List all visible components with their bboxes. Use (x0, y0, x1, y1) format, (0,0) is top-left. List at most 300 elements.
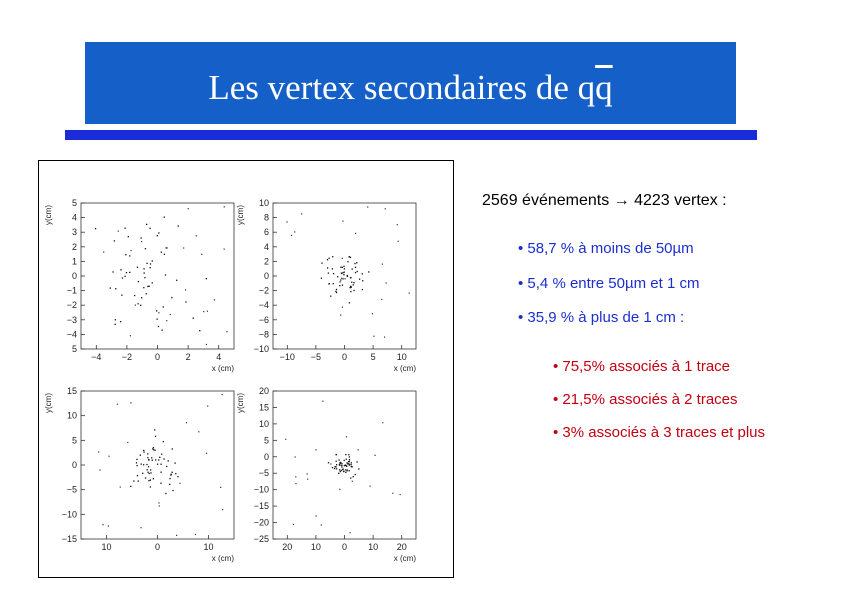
vertex-point (347, 261, 348, 262)
vertex-point (359, 279, 360, 280)
vertex-point (138, 281, 139, 282)
vertex-point (339, 281, 340, 282)
vertex-point (167, 247, 168, 248)
y-axis-label: y(cm) (236, 393, 245, 413)
vertex-point (129, 272, 130, 273)
vertex-point (147, 457, 148, 458)
vertex-point (342, 221, 343, 222)
vertex-point (153, 449, 154, 450)
vertex-point (329, 283, 330, 284)
vertex-point (134, 295, 135, 296)
vertex-point (112, 271, 113, 272)
vertex-point (341, 466, 342, 467)
vertex-point (141, 237, 142, 238)
vertex-point (351, 464, 352, 465)
vertex-point (206, 278, 207, 279)
vertex-point (362, 273, 363, 274)
y-tick-label: 2 (263, 256, 269, 267)
vertex-point (382, 264, 383, 265)
y-tick-label: −6 (258, 314, 269, 325)
vertex-point (354, 263, 355, 264)
vertex-point (344, 460, 345, 461)
vertex-point (339, 469, 340, 470)
vertex-point (168, 460, 169, 461)
vertex-point (174, 462, 175, 463)
vertex-point (358, 449, 359, 450)
vertex-point (130, 335, 131, 336)
vertex-point (372, 313, 373, 314)
vertex-point (347, 276, 348, 277)
y-tick-label: −20 (253, 517, 269, 528)
vertex-point (328, 462, 329, 463)
x-tick-label: −2 (121, 352, 133, 362)
vertex-point (152, 282, 153, 283)
vertex-point (341, 273, 342, 274)
y-tick-label: 15 (66, 386, 77, 396)
vertex-point (143, 451, 144, 452)
vertex-point (147, 469, 148, 470)
vertex-point (332, 467, 333, 468)
vertex-point (154, 429, 155, 430)
title-main-text: Les vertex secondaires de q (208, 68, 596, 107)
vertex-point (349, 302, 350, 303)
vertex-point (315, 449, 316, 450)
vertex-point (206, 344, 207, 345)
vertex-point (214, 299, 215, 300)
vertex-point (201, 254, 202, 255)
x-tick-label: 0 (341, 352, 348, 362)
vertex-point (343, 266, 344, 267)
vertex-point (171, 297, 172, 298)
vertex-point (149, 286, 150, 287)
vertex-point (145, 477, 146, 478)
vertex-point (176, 280, 177, 281)
vertex-point (344, 465, 345, 466)
vertex-point (161, 252, 162, 253)
y-tick-label: 15 (258, 402, 269, 413)
vertex-point (346, 436, 347, 437)
plot-frame-4 (273, 391, 416, 539)
vertex-point (147, 472, 148, 473)
vertex-point (115, 288, 116, 289)
vertex-point (172, 472, 173, 473)
vertex-point (166, 320, 167, 321)
vertex-point (148, 466, 149, 467)
vertex-point (156, 310, 157, 311)
x-tick-label: 4 (216, 352, 222, 362)
vertex-point (165, 274, 166, 275)
y-tick-label: 4 (71, 212, 77, 223)
vertex-point (340, 463, 341, 464)
vertex-point (143, 268, 144, 269)
vertex-point (355, 233, 356, 234)
x-tick-label: 0 (154, 352, 161, 362)
vertex-point (135, 305, 136, 306)
y-tick-label: −5 (66, 484, 77, 495)
vertex-point (340, 279, 341, 280)
vertex-point (125, 254, 126, 255)
vertex-point (150, 263, 151, 264)
vertex-point (128, 236, 129, 237)
sub-item-1: • 75,5% associés à 1 trace (553, 358, 731, 375)
vertex-point (398, 241, 399, 242)
vertex-point (137, 267, 138, 268)
vertex-point (163, 458, 164, 459)
vertex-point (362, 289, 363, 290)
vertex-point (349, 470, 350, 471)
vertex-point (144, 272, 145, 273)
vertex-point (301, 213, 302, 214)
y-tick-label: −10 (253, 344, 269, 354)
sub-item-2: • 21,5% associés à 2 traces (553, 391, 738, 408)
vertex-point (141, 297, 142, 298)
vertex-point (195, 534, 196, 535)
vertex-point (285, 439, 286, 440)
vertex-point (115, 319, 116, 320)
vertex-point (146, 293, 147, 294)
vertex-point (328, 258, 329, 259)
vertex-point (349, 256, 350, 257)
y-tick-label: −4 (258, 300, 269, 311)
vertex-point (336, 468, 337, 469)
title-banner (85, 42, 736, 124)
vertex-point (346, 459, 347, 460)
stat-item-3: • 35,9 % à plus de 1 cm : (518, 309, 685, 326)
vertex-point (108, 456, 109, 457)
y-tick-label: −25 (253, 534, 269, 544)
vertex-point (352, 268, 353, 269)
y-tick-label: 10 (66, 410, 77, 421)
vertex-point (206, 453, 207, 454)
vertex-point (344, 278, 345, 279)
vertex-point (133, 480, 134, 481)
vertex-point (222, 394, 223, 395)
vertex-point (330, 296, 331, 297)
y-tick-label: −5 (258, 468, 269, 479)
y-tick-label: −15 (61, 534, 77, 544)
y-tick-label: 20 (258, 386, 269, 396)
y-tick-label: 10 (258, 198, 269, 208)
y-tick-label: 6 (263, 227, 269, 238)
vertex-point (400, 494, 401, 495)
vertex-point (172, 490, 173, 491)
vertex-point (286, 221, 287, 222)
vertex-point (321, 524, 322, 525)
vertex-point (355, 267, 356, 268)
vertex-point (158, 502, 159, 503)
vertex-point (336, 461, 337, 462)
vertex-point (151, 457, 152, 458)
vertex-point (342, 258, 343, 259)
vertex-point (148, 480, 149, 481)
vertex-point (345, 454, 346, 455)
vertex-point (340, 314, 341, 315)
vertex-point (121, 295, 122, 296)
vertex-point (143, 450, 144, 451)
vertex-point (332, 268, 333, 269)
vertex-point (353, 282, 354, 283)
stat-item-2: • 5,4 % entre 50µm et 1 cm (518, 275, 700, 292)
vertex-point (160, 464, 161, 465)
vertex-point (291, 235, 292, 236)
vertex-point (293, 524, 294, 525)
vertex-point (155, 436, 156, 437)
vertex-point (156, 318, 157, 319)
vertex-point (164, 254, 165, 255)
vertex-point (369, 486, 370, 487)
vertex-point (172, 448, 173, 449)
vertex-point (307, 479, 308, 480)
vertex-point (118, 231, 119, 232)
vertex-point (341, 278, 342, 279)
vertex-point (352, 481, 353, 482)
vertex-point (350, 477, 351, 478)
vertex-point (392, 493, 393, 494)
vertex-point (122, 277, 123, 278)
vertex-point (150, 267, 151, 268)
vertex-point (108, 525, 109, 526)
vertex-point (332, 256, 333, 257)
y-tick-label: −1 (66, 285, 77, 296)
vertex-point (145, 248, 146, 249)
vertex-point (137, 475, 138, 476)
vertex-point (349, 459, 350, 460)
vertex-point (158, 232, 159, 233)
y-tick-label: −10 (253, 484, 269, 495)
x-tick-label: −4 (91, 352, 102, 362)
vertex-point (148, 459, 149, 460)
vertex-point (367, 206, 368, 207)
vertex-point (336, 289, 337, 290)
vertex-point (110, 287, 111, 288)
vertex-point (160, 472, 161, 473)
vertex-point (222, 509, 223, 510)
vertex-point (149, 228, 150, 229)
vertex-point (346, 465, 347, 466)
x-tick-label: 5 (370, 352, 376, 362)
vertex-point (127, 442, 128, 443)
vertex-point (381, 299, 382, 300)
vertex-point (186, 422, 187, 423)
sub-item-3: • 3% associés à 3 traces et plus (553, 424, 766, 441)
vertex-point (149, 473, 150, 474)
vertex-point (362, 280, 363, 281)
vertex-point (341, 465, 342, 466)
vertex-point (368, 271, 369, 272)
plot-frame-1 (81, 203, 234, 349)
vertex-point (342, 267, 343, 268)
x-tick-label: 20 (396, 542, 407, 552)
vertex-point (158, 459, 159, 460)
vertex-point (355, 474, 356, 475)
vertex-point (157, 235, 158, 236)
x-tick-label: 2 (185, 352, 191, 362)
vertex-point (130, 402, 131, 403)
vertex-point (409, 292, 410, 293)
y-tick-label: −4 (66, 329, 77, 340)
vertex-point (327, 267, 328, 268)
vertex-point (220, 487, 221, 488)
vertex-point (140, 305, 141, 306)
vertex-point (351, 462, 352, 463)
vertex-point (198, 431, 199, 432)
vertex-point (185, 301, 186, 302)
vertex-point (137, 303, 138, 304)
x-axis-label: x (cm) (211, 554, 234, 563)
vertex-point (154, 450, 155, 451)
y-tick-label: 0 (71, 460, 77, 470)
vertex-point (143, 464, 144, 465)
vertex-point (159, 505, 160, 506)
vertex-point (339, 285, 340, 286)
vertex-scatter-figure (38, 160, 454, 578)
vertex-point (226, 331, 227, 332)
vertex-point (176, 535, 177, 536)
vertex-point (339, 464, 340, 465)
vertex-point (382, 422, 383, 423)
y-tick-label: 0 (263, 451, 269, 462)
x-tick-label: 10 (368, 542, 379, 552)
vertex-point (351, 466, 352, 467)
vertex-point (224, 249, 225, 250)
vertex-point (199, 330, 200, 331)
y-tick-label: 0 (263, 271, 269, 281)
vertex-point (342, 469, 343, 470)
vertex-point (351, 282, 352, 283)
vertex-point (316, 515, 317, 516)
stat-item-1: • 58,7 % à moins de 50µm (518, 240, 694, 257)
vertex-point (140, 455, 141, 456)
plot-frame-2 (273, 203, 416, 349)
summary-line: 2569 événements → 4223 vertex : (482, 192, 727, 209)
vertex-point (158, 312, 159, 313)
vertex-point (328, 272, 329, 273)
vertex-point (179, 483, 180, 484)
vertex-point (150, 486, 151, 487)
vertex-point (129, 255, 130, 256)
vertex-point (165, 493, 166, 494)
vertex-point (384, 336, 385, 337)
vertex-point (335, 291, 336, 292)
x-tick-label: 10 (203, 542, 214, 552)
y-tick-label: 5 (71, 435, 77, 446)
vertex-point (350, 286, 351, 287)
vertex-point (343, 471, 344, 472)
vertex-point (142, 473, 143, 474)
vertex-point (169, 478, 170, 479)
vertex-point (147, 453, 148, 454)
vertex-point (344, 271, 345, 272)
vertex-point (160, 483, 161, 484)
vertex-point (153, 447, 154, 448)
vertex-point (126, 272, 127, 273)
vertex-point (175, 473, 176, 474)
vertex-point (349, 532, 350, 533)
vertex-point (183, 247, 184, 248)
vertex-point (136, 459, 137, 460)
vertex-point (152, 260, 153, 261)
vertex-point (339, 489, 340, 490)
vertex-point (163, 441, 164, 442)
vertex-point (344, 268, 345, 269)
vertex-point (153, 478, 154, 479)
vertex-point (330, 463, 331, 464)
vertex-point (120, 269, 121, 270)
vertex-point (163, 306, 164, 307)
vertex-point (161, 329, 162, 330)
vertex-point (150, 469, 151, 470)
vertex-point (338, 473, 339, 474)
y-tick-label: −3 (66, 314, 77, 325)
vertex-point (141, 463, 142, 464)
y-tick-label: −2 (66, 300, 77, 311)
vertex-point (207, 311, 208, 312)
vertex-point (356, 262, 357, 263)
vertex-point (95, 228, 96, 229)
vertex-point (144, 277, 145, 278)
vertex-point (397, 224, 398, 225)
x-axis-label: x (cm) (393, 554, 416, 563)
vertex-point (348, 463, 349, 464)
vertex-point (136, 462, 137, 463)
vertex-point (357, 271, 358, 272)
vertex-point (114, 240, 115, 241)
vertex-point (349, 464, 350, 465)
vertex-point (321, 278, 322, 279)
y-tick-label: 10 (258, 418, 269, 429)
vertex-point (322, 401, 323, 402)
vertex-point (294, 231, 295, 232)
vertex-point (342, 278, 343, 279)
vertex-point (146, 224, 147, 225)
y-tick-label: 2 (71, 241, 77, 252)
vertex-point (340, 267, 341, 268)
vertex-point (102, 524, 103, 525)
vertex-point (188, 208, 189, 209)
scatter-plots-svg (39, 161, 455, 579)
vertex-point (345, 472, 346, 473)
vertex-point (130, 486, 131, 487)
vertex-point (327, 259, 328, 260)
vertex-point (353, 284, 354, 285)
vertex-point (333, 283, 334, 284)
vertex-point (342, 307, 343, 308)
vertex-point (120, 321, 121, 322)
x-axis-label: x (cm) (393, 364, 416, 373)
vertex-point (178, 225, 179, 226)
vertex-point (150, 479, 151, 480)
vertex-point (355, 272, 356, 273)
vertex-point (295, 483, 296, 484)
vertex-point (140, 527, 141, 528)
vertex-point (124, 228, 125, 229)
y-tick-label: 1 (71, 256, 77, 267)
x-tick-label: 0 (154, 542, 161, 552)
x-tick-label: 0 (341, 542, 348, 552)
vertex-point (295, 456, 296, 457)
vertex-point (164, 217, 165, 218)
vertex-point (207, 406, 208, 407)
vertex-point (124, 276, 125, 277)
y-tick-label: 5 (71, 198, 77, 208)
vertex-point (341, 463, 342, 464)
y-tick-label: −15 (253, 501, 269, 512)
vertex-point (147, 286, 148, 287)
vertex-point (152, 460, 153, 461)
vertex-point (103, 252, 104, 253)
y-tick-label: −2 (258, 285, 269, 296)
vertex-point (146, 263, 147, 264)
